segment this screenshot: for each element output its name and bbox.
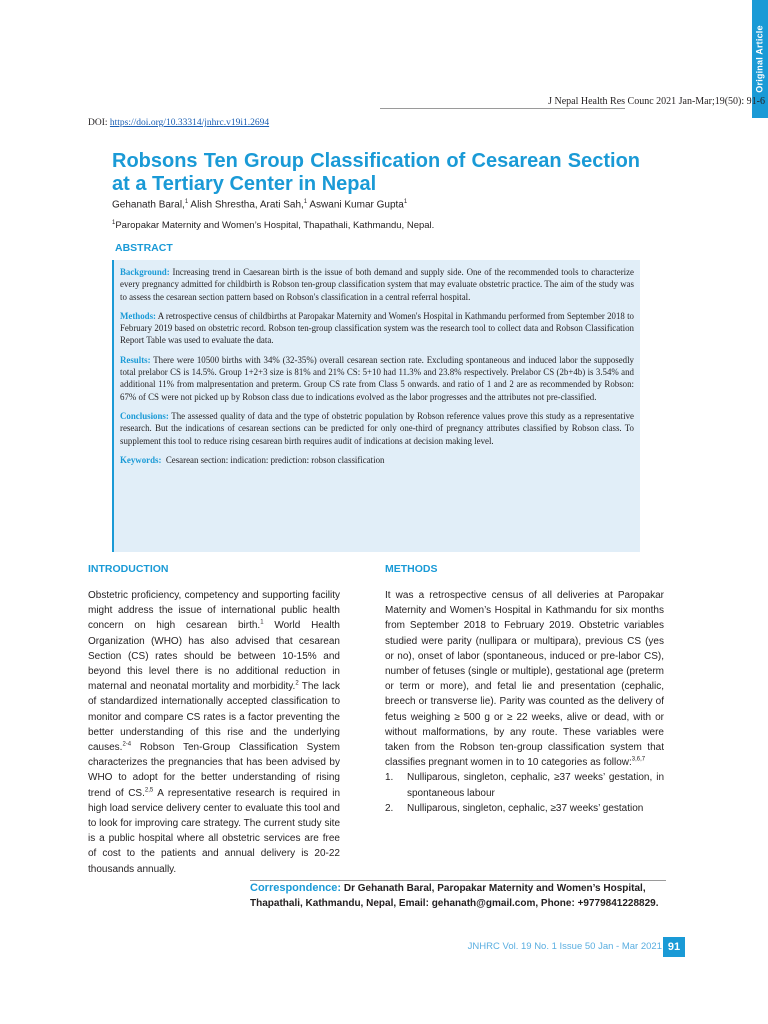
introduction-body [88,588,340,877]
keywords-text: Cesarean section: indication: prediction: robson classification [165,454,385,465]
paper-title: Robsons Ten Group Classification of Cesarean Section at a Tertiary Center in Nepal [112,150,640,195]
abstract-methods [120,310,634,347]
introduction-heading: INTRODUCTION [88,563,169,575]
list-item [385,801,664,816]
citation: 1 [260,620,264,627]
affiliation [112,220,434,231]
keywords-label: Keywords: [120,454,162,465]
list-number: 1. [385,772,394,784]
results-label: Results: [120,354,151,365]
author-list [112,199,407,210]
original-article-label: Original Article [755,25,766,93]
list-item [385,770,664,800]
background-label: Background: [120,267,170,277]
background-text: Increasing trend in Caesarean birth is the issue of both demand and supply side. One of the recommended tools to characterize every pregnancy admitted for childbirth is Robson ten-group classification system that may evaluate obstetric practice. The aim of the study was to assess the cesarean section pattern based on Robson's classification in a central referral hospital. [120,267,634,302]
correspondence-label: Correspondence: [250,882,342,894]
author-name: Alish Shrestha, Arati Sah, [188,199,304,211]
methods-body [385,588,664,816]
header-divider [380,108,625,109]
methods-heading: METHODS [385,563,438,575]
abstract-background [120,266,634,303]
author-affiliation-mark: 1 [303,199,308,205]
citation: 2 [295,680,299,687]
methods-text: A retrospective census of childbirths at Paropakar Maternity and Women's Hospital in Kathmandu performed from September 2018 to February 2019 based on obstetric record. Robson ten-group classification system was the research tool to collect data and Robson Classification Report Table was used to evaluate the data. [120,310,634,346]
citation: 2-4 [122,741,132,748]
methods-paragraph [385,588,664,770]
intro-text: Obstetric proficiency, competency and supporting facility might address the issue of international public health concern on high cesarean birth. [88,590,340,632]
abstract-conclusions [120,410,634,447]
author-name: Gehanath Baral, [112,199,185,211]
abstract-heading: ABSTRACT [115,242,173,254]
author-name: Aswani Kumar Gupta [307,199,404,211]
affiliation-mark: 1 [112,220,116,226]
list-text: Nulliparous, singleton, cephalic, ≥37 weeks’ gestation [407,802,644,814]
results-text: There were 10500 births with 34% (32-35%) overall cesarean section rate. Excluding spontaneous and induced labor the supposedly total prelabor CS is 14.5%. Group 1+2+3 size is 81% and 21% CS: 5+10 had 11.3% and 23.8% respectively. Prelabor CS (2b+4b) is 3.54% and additional 11% from malpresentation and preterm. Group CS rate from Class 5 onwards. and ratio of 1 and 2 are as recommended by Robson: 67% of CS were not picked up by Robson class due to indications evolved as the labor progresses and the attributes not pre-classified. [120,354,634,402]
affiliation-text: Paropakar Maternity and Women’s Hospital, Thapathali, Kathmandu, Nepal. [115,220,435,232]
conclusions-text: The assessed quality of data and the type of obstetric population by Robson reference values prove this study as a representative research. But the indications of cesarean sections can be predicted for only one-third of pregnancy attributes classified by Robson class. To supplement this tool to reduce rising cesarean birth requires audit of indications at decision making level. [120,410,634,446]
methods-text: It was a retrospective census of all deliveries at Paropakar Maternity and Women’s Hospital in Kathmandu for six months from September 2018 to February 2019. Obstetric variables studied were parity (nullipara or multipara), previous CS (yes or no), onset of labor (spontaneous, induced or pre-labor CS), number of fetuses (single or multiple), gestational age (preterm or term or more), and fetal lie and presentation (cephalic, breech or transverse lie). Parity was counted as the delivery of fetus weighing ≥ 500 g or ≥ 22 weeks, alive or dead, with or without malformations, by any route. These variables were taken from the Robson ten-group classification system that classifies pregnant women in to 10 categories as follow: [385,590,664,769]
author-affiliation-mark: 1 [403,199,408,205]
journal-footer: JNHRC Vol. 19 No. 1 Issue 50 Jan - Mar 2021 [467,941,662,952]
methods-label: Methods: [120,310,156,321]
abstract-box [112,260,640,552]
intro-text: World Health Organization (WHO) has also advised that cesarean Section (CS) rates should be between 10-15% and beyond this level there is no additional reduction in maternal and neonatal mortality and morbidity. [88,620,340,693]
intro-text: Robson Ten-Group Classification System characterizes the pregnancies that has been advised by WHO to adopt for the better understanding of rising trend of CS. [88,742,340,799]
author-affiliation-mark: 1 [184,199,189,205]
intro-text: The lack of standardized internationally accepted classification to monitor and compare CS rates is a factor preventing the better understanding of this rise and the underlying causes. [88,681,341,754]
journal-reference: J Nepal Health Res Counc 2021 Jan-Mar;19(50): 91-6 [548,96,765,107]
intro-text: A representative research is required in high load service delivery center to evaluate this tool and to look for improving care strategy. The current study site is a public hospital where all obstetric services are free of cost to the patients and annual delivery is 20-22 thousands annually. [88,787,340,875]
robson-class-list [385,770,664,816]
doi-label: DOI: [88,118,110,128]
abstract-results [120,354,634,403]
doi-line [88,118,269,128]
list-number: 2. [385,802,394,814]
conclusions-label: Conclusions: [120,410,169,421]
correspondence-text: Dr Gehanath Baral, Paropakar Maternity and Women’s Hospital, Thapathali, Kathmandu, Nepal, Email: gehanath@gmail.com, Phone: +9779841228829. [250,883,659,909]
doi-link[interactable]: https://doi.org/10.33314/jnhrc.v19i1.2694 [109,118,270,128]
list-text: Nulliparous, singleton, cephalic, ≥37 weeks’ gestation, in spontaneous labour [407,772,664,799]
page-number: 91 [663,937,685,957]
citation: 2,5 [144,787,154,794]
citation: 3,6,7 [631,756,646,763]
abstract-keywords [120,454,634,466]
correspondence [250,880,666,911]
